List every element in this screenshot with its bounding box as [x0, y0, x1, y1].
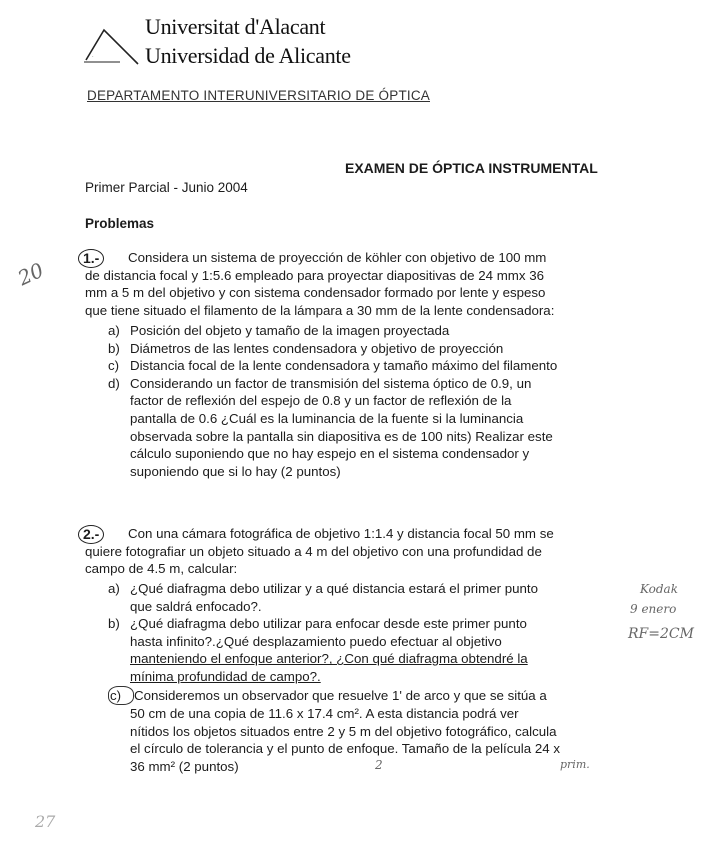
handwritten-note: 9 enero	[630, 602, 677, 616]
problem-1-line: Considera un sistema de proyección de köhler con objetivo de 100 mm	[128, 250, 547, 265]
handwritten-note: Kodak	[640, 582, 678, 596]
list-item-line: manteniendo el enfoque anterior?, ¿Con qué diafragma obtendré la	[130, 651, 528, 667]
list-item: d) Considerando un factor de transmisión del sistema óptico de 0.9, un	[108, 375, 532, 391]
handwritten-note: RF=2CM	[628, 626, 694, 642]
list-item-line: factor de reflexión del espejo de 0.8 y un factor de reflexión de la	[130, 393, 512, 409]
list-item-line: pantalla de 0.6 ¿Cuál es la luminancia de la fuente si la luminancia	[130, 410, 524, 426]
section-heading: Problemas	[85, 216, 155, 231]
problem-2-statement	[85, 525, 617, 578]
problem-1-line: que tiene situado el filamento de la lámpara a 30 mm de la lente condensadora:	[85, 302, 555, 318]
list-item-line: cálculo suponiendo que no hay espejo en el sistema condensador y	[130, 446, 530, 462]
problem-1-statement	[85, 249, 617, 319]
university-logo-icon	[80, 20, 140, 68]
list-item: c) Distancia focal de la lente condensadora y tamaño máximo del filamento	[108, 358, 558, 374]
svg-text:·: ·	[92, 54, 94, 60]
problem-1-line: de distancia focal y 1:5.6 empleado para proyectar diapositivas de 24 mmx 36	[85, 267, 545, 283]
handwritten-note: 20	[14, 257, 48, 291]
list-item: c) Consideremos un observador que resuelve 1' de arco y que se sitúa a	[108, 686, 620, 706]
university-name-ca: Universitat d'Alacant	[145, 14, 326, 39]
list-item: a) Posición del objeto y tamaño de la imagen proyectada	[108, 323, 450, 338]
department-name: DEPARTAMENTO INTERUNIVERSITARIO DE ÓPTICA	[87, 88, 430, 103]
list-item: b) ¿Qué diafragma debo utilizar para enfocar desde este primer punto	[108, 616, 527, 632]
list-item-line: observada sobre la pantalla sin diapositiva es de 100 nits) Realizar este	[130, 428, 553, 444]
handwritten-note: 2	[375, 758, 383, 772]
problem-2-line: Con una cámara fotográfica de objetivo 1:1.4 y distancia focal 50 mm se	[128, 526, 554, 541]
problem-2-items	[108, 580, 620, 776]
list-item-line: 50 cm de una copia de 11.6 x 17.4 cm². A esta distancia podrá ver	[130, 706, 519, 722]
problem-1-line: mm a 5 m del objetivo y con sistema condensador formado por lente y espeso	[85, 285, 546, 301]
list-item-line: nítidos los objetos situados entre 2 y 5 m del objetivo fotográfico, calcula	[130, 723, 557, 739]
problem-2-line: campo de 4.5 m, calcular:	[85, 561, 238, 577]
handwritten-note: prim.	[560, 758, 590, 771]
exam-subtitle: Primer Parcial - Junio 2004	[85, 180, 248, 195]
problem-1-number: 1.-	[78, 249, 104, 268]
exam-title: EXAMEN DE ÓPTICA INSTRUMENTAL	[345, 160, 598, 176]
problem-1-items	[108, 322, 620, 480]
problem-2-number: 2.-	[78, 525, 104, 544]
list-item-line: que saldrá enfocado?.	[130, 598, 262, 614]
problem-2-line: quiere fotografiar un objeto situado a 4 m del objetivo con una profundidad de	[85, 543, 542, 559]
list-item-line: 36 mm² (2 puntos)	[130, 758, 239, 774]
list-item-line: hasta infinito?.¿Qué desplazamiento puedo efectuar al objetivo	[130, 633, 502, 649]
list-item-line: mínima profundidad de campo?.	[130, 668, 321, 684]
university-name-es: Universidad de Alicante	[145, 43, 351, 68]
list-item-line: el círculo de tolerancia y el punto de enfoque. Tamaño de la película 24 x	[130, 741, 560, 757]
list-item: b) Diámetros de las lentes condensadora y objetivo de proyección	[108, 340, 504, 356]
handwritten-note: 27	[35, 812, 56, 831]
list-item: a) ¿Qué diafragma debo utilizar y a qué distancia estará el primer punto	[108, 581, 538, 596]
list-item-line: suponiendo que si lo hay (2 puntos)	[130, 463, 341, 479]
